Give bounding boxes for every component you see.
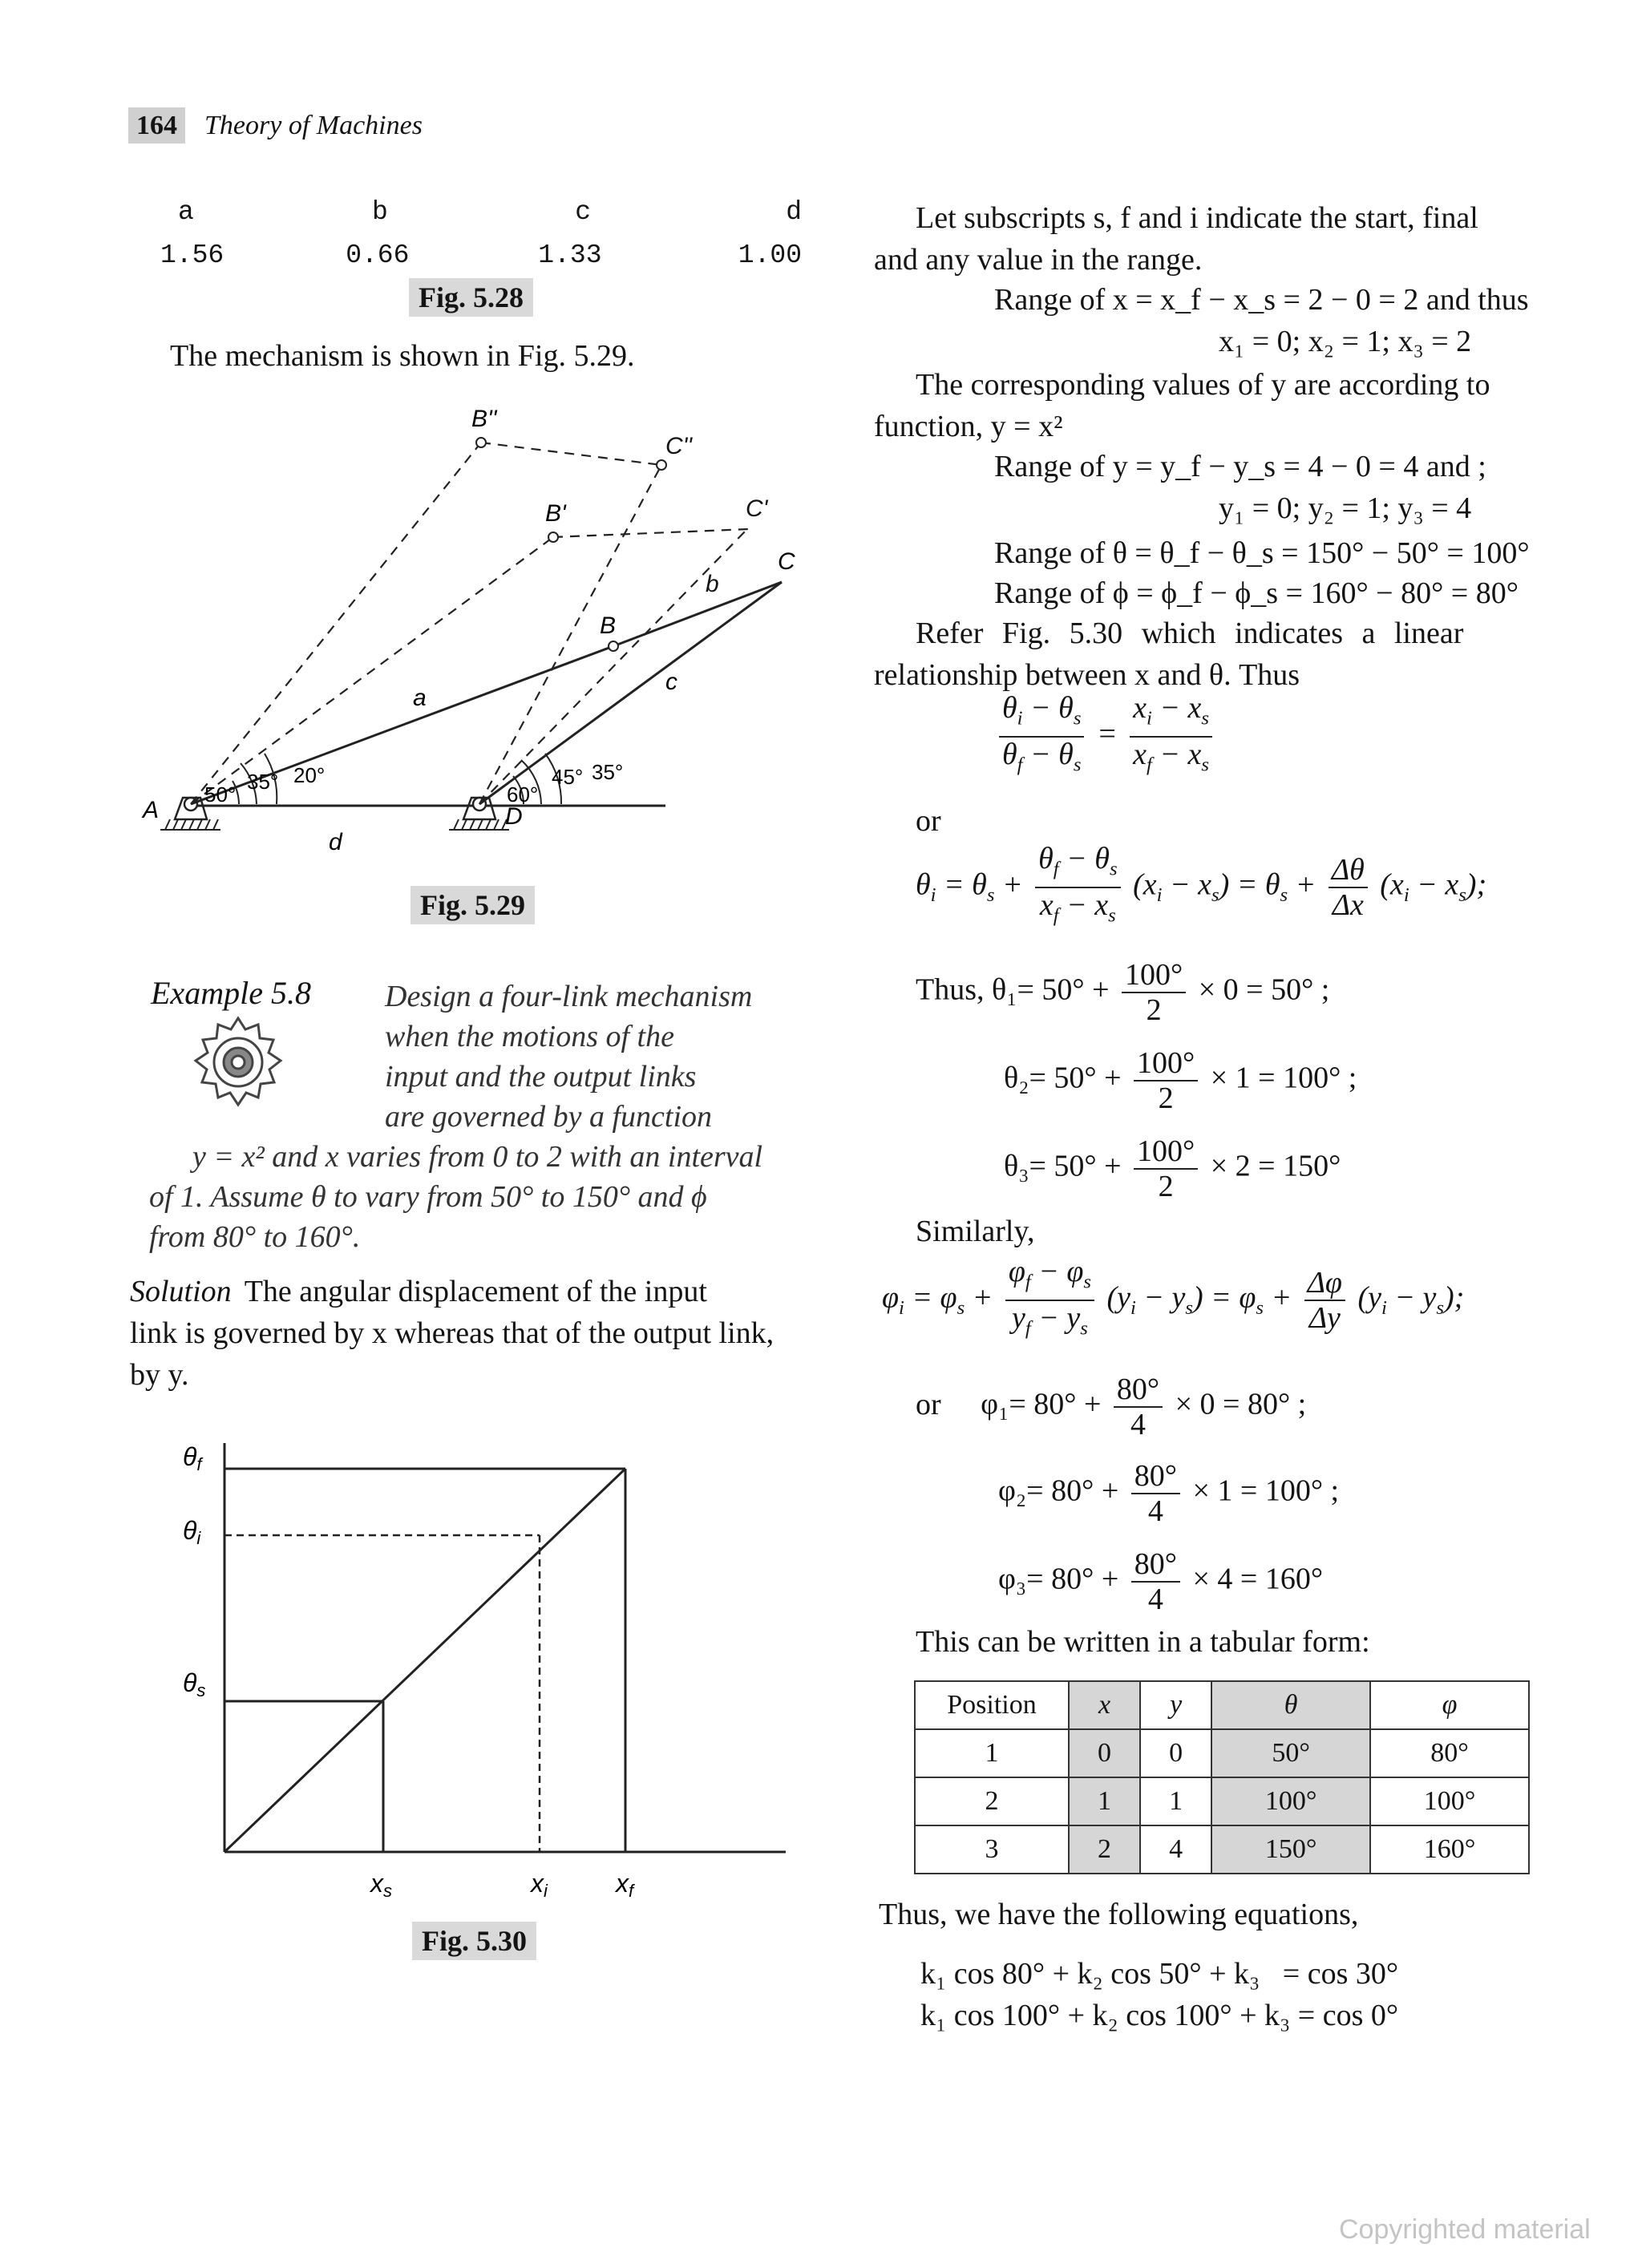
link-d-label: d — [329, 829, 342, 855]
point-c-label: C — [778, 548, 795, 575]
right-para-1-line-2: and any value in the range. — [874, 243, 1203, 277]
xf-label: xf — [616, 1869, 634, 1901]
point-c2-label: C'' — [665, 433, 693, 459]
theta1-equation: Thus, θ₁= 50° + $\frac{100^\circ}{2}$ × 0 = 50° ; — [916, 958, 1330, 1027]
point-b2-label: B'' — [471, 406, 497, 432]
link-b-dashed-b2c2 — [481, 443, 661, 465]
fig530-graph — [160, 1427, 802, 1908]
point-b-label: B — [600, 612, 617, 639]
example-box — [144, 976, 802, 1257]
right-para-2-line-2: function, y = x² — [874, 410, 1063, 443]
ground-hatch-d — [449, 819, 509, 830]
joint-b1 — [548, 532, 558, 542]
linear-relation-line — [224, 1469, 625, 1852]
link-a-label: a — [413, 685, 427, 711]
range-phi: Range of ϕ = ϕ_f − ϕ_s = 160° − 80° = 80° — [994, 576, 1519, 610]
table-header-position: Position — [915, 1681, 1069, 1729]
y-values: y₁ = 0; y₂ = 1; y₃ = 4 — [1219, 491, 1472, 525]
fig530-caption — [412, 1924, 536, 1958]
joint-c2 — [657, 460, 666, 470]
or-label-2: or — [916, 1387, 941, 1421]
example-line-5: y = x² and x varies from 0 to 2 with an interval — [192, 1140, 763, 1174]
table-row: 2 1 1 100° 100° — [915, 1777, 1529, 1825]
solution-line-3: by y. — [130, 1358, 189, 1392]
point-d-label: D — [505, 803, 523, 830]
range-x: Range of x = x_f − x_s = 2 − 0 = 2 and thus — [994, 283, 1529, 317]
similarly-label: Similarly, — [916, 1215, 1035, 1248]
angle-35-label: 35° — [247, 770, 279, 794]
abcd-header-a: a — [178, 197, 194, 227]
example-line-7: from 80° to 160°. — [149, 1220, 361, 1254]
page-header — [128, 111, 465, 152]
joint-b — [609, 641, 618, 651]
point-c1-label: C' — [746, 495, 768, 522]
abcd-value-b: 0.66 — [346, 241, 410, 270]
table-header-phi: φ — [1370, 1681, 1529, 1729]
example-line-1: Design a four-link mechanism — [385, 980, 753, 1013]
running-title: Theory of Machines — [204, 111, 423, 140]
x-values: x₁ = 0; x₂ = 1; x₃ = 2 — [1219, 325, 1472, 358]
right-para-1-line-1: Let subscripts s, f and i indicate the start, final — [916, 201, 1478, 235]
abcd-value-row — [160, 234, 802, 277]
right-para-3 — [874, 612, 1563, 696]
abcd-value-d: 1.00 — [738, 241, 802, 270]
table-row: 3 2 4 150° 160° — [915, 1825, 1529, 1874]
example-line-6: of 1. Assume θ to vary from 50° to 150° and ϕ — [149, 1180, 707, 1214]
theta3-equation: θ₃= 50° + $\frac{100^\circ}{2}$ × 2 = 150° — [1004, 1134, 1341, 1203]
mechanism-sentence: The mechanism is shown in Fig. 5.29. — [170, 339, 635, 373]
phi3-equation: φ₃= 80° + $\frac{80^\circ}{4}$ × 4 = 160° — [998, 1547, 1324, 1616]
fig529-caption — [410, 888, 535, 922]
right-para-3-line-1: Refer Fig. 5.30 which indicates a linear — [916, 617, 1464, 650]
phi2-equation: φ₂= 80° + $\frac{80^\circ}{4}$ × 1 = 100° ; — [998, 1459, 1340, 1528]
solution-heading: Solution — [130, 1275, 232, 1308]
table-header-y: y — [1140, 1681, 1211, 1729]
link-c-dashed-c2 — [479, 465, 661, 804]
page-number: 164 — [128, 107, 185, 144]
equation-2: k₁ cos 100° + k₂ cos 100° + k₃ = cos 0° — [920, 1999, 1399, 2032]
angle-50-label: 50° — [204, 782, 237, 807]
range-y: Range of y = y_f − y_s = 4 − 0 = 4 and ; — [994, 450, 1486, 483]
example-title: Example 5.8 — [151, 975, 311, 1011]
abcd-value-a: 1.56 — [160, 241, 224, 270]
link-c-label: c — [665, 669, 677, 695]
abcd-header-c: c — [575, 197, 592, 227]
solution-line-2: link is governed by x whereas that of the output link, — [130, 1316, 774, 1350]
example-line-3: input and the output links — [385, 1060, 697, 1094]
fig530-label: Fig. 5.30 — [412, 1922, 536, 1960]
point-a-label: A — [143, 797, 160, 823]
fig529-label: Fig. 5.29 — [410, 886, 535, 924]
abcd-table — [160, 191, 802, 277]
xs-label: xs — [370, 1869, 392, 1901]
following-sentence: Thus, we have the following equations, — [879, 1898, 1359, 1931]
angle-60-label: 60° — [507, 782, 539, 807]
link-b-solid — [613, 582, 782, 646]
angle-20-label: 20° — [293, 763, 326, 787]
table-header-theta: θ — [1211, 1681, 1370, 1729]
theta-f-label: θf — [183, 1442, 202, 1474]
abcd-header-b: b — [371, 197, 388, 227]
phi-general-equation: $\varphi_i = \varphi_s$ + $\frac{\varphi_f - \varphi_s}{y_f - y_s}$ $(y_i - y_s) = \varphi_s$ + $\frac{\Delta\varphi}{\Delta y}$ $(y_i - y_s)$; — [882, 1255, 1465, 1340]
fig529-mechanism-diagram — [136, 401, 795, 858]
link-c-solid — [479, 582, 782, 804]
or-label-1: or — [916, 804, 941, 838]
ratio-equation: $\frac{\theta_i - \theta_s}{\theta_f - \theta_s}$ = $\frac{x_i - x_s}{x_f - x_s}$ — [994, 691, 1217, 782]
joint-b2 — [476, 438, 486, 447]
solution-paragraph — [130, 1271, 835, 1396]
copyright-notice: Copyrighted material — [1339, 2214, 1591, 2245]
thus-label: Thus, θ₁= — [916, 972, 1034, 1007]
range-theta: Range of θ = θ_f − θ_s = 150° − 50° = 100° — [994, 536, 1530, 570]
equation-1: k₁ cos 80° + k₂ cos 50° + k₃ = cos 30° — [920, 1957, 1399, 1991]
right-para-2 — [874, 364, 1563, 447]
solution-line-1: The angular displacement of the input — [244, 1275, 707, 1308]
example-line-2: when the motions of the — [385, 1020, 674, 1053]
ground-hatch-a — [160, 819, 220, 830]
theta-s-label: θs — [183, 1668, 206, 1700]
theta-i-label: θi — [183, 1516, 201, 1548]
theta2-equation: θ₂= 50° + $\frac{100^\circ}{2}$ × 1 = 100° ; — [1004, 1046, 1357, 1115]
point-b1-label: B' — [545, 500, 566, 527]
fig528-caption — [409, 281, 533, 314]
abcd-header-d: d — [786, 197, 802, 227]
table-header-row — [915, 1681, 1529, 1729]
results-table — [914, 1680, 1530, 1874]
link-b-dashed-b1c1 — [553, 529, 748, 537]
right-para-1 — [874, 197, 1563, 281]
link-b-label: b — [706, 571, 719, 597]
tabular-sentence: This can be written in a tabular form: — [916, 1625, 1370, 1659]
table-header-x: x — [1069, 1681, 1140, 1729]
right-para-3-line-2: relationship between x and θ. Thus — [874, 658, 1300, 692]
table-row: 1 0 0 50° 80° — [915, 1729, 1529, 1777]
xi-label: xi — [531, 1869, 548, 1901]
angle-35b-label: 35° — [592, 760, 624, 784]
example-line-4: are governed by a function — [385, 1100, 713, 1134]
angle-45-label: 45° — [552, 765, 584, 789]
phi1-equation: or φ₁= 80° + $\frac{80^\circ}{4}$ × 0 = 80° ; — [916, 1373, 1307, 1441]
abcd-value-c: 1.33 — [538, 241, 602, 270]
theta-general-equation: $\theta_i = \theta_s$ + $\frac{\theta_f - \theta_s}{x_f - x_s}$ $(x_i - x_s) = \theta_s$ + $\frac{\Delta\theta}{\Delta x}$ $(x_i - x_s)$; — [916, 842, 1487, 927]
fig528-label: Fig. 5.28 — [409, 278, 533, 317]
abcd-header-row — [160, 191, 802, 234]
right-para-2-line-1: The corresponding values of y are according to — [916, 368, 1490, 402]
